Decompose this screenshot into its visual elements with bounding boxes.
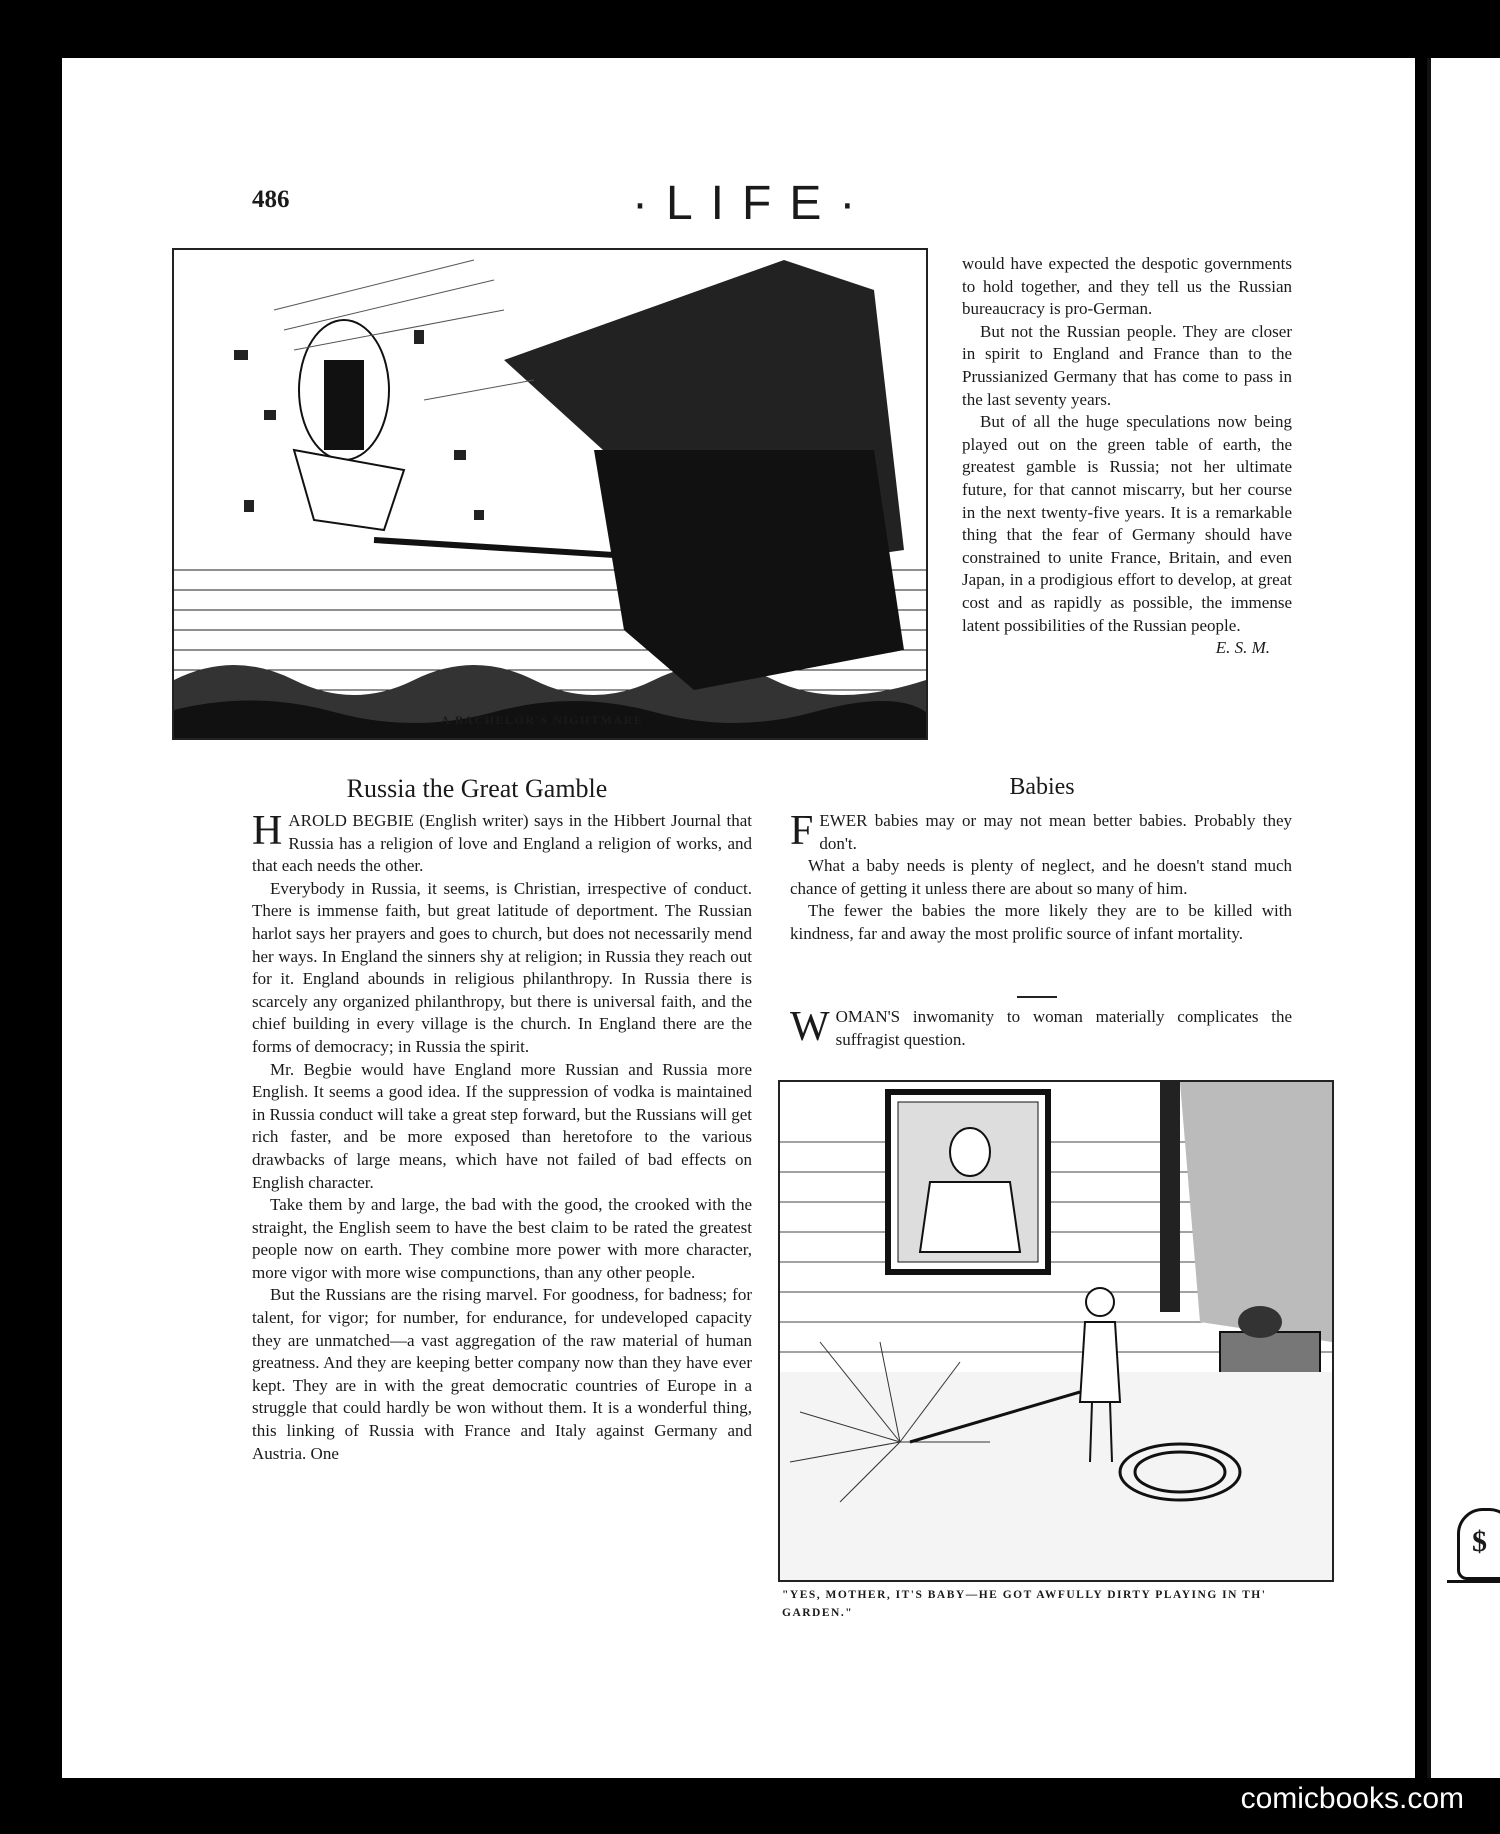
bachelors-nightmare-drawing [174, 250, 926, 738]
paragraph: Take them by and large, the bad with the good, the crooked with the straight, the English seem to have the best claim to be rated the greatest people now on earth. They combine more power with more character, more vigor with more wise compunctions, than any other people. [252, 1195, 752, 1282]
article-babies-body [790, 810, 1292, 946]
paragraph: The fewer the babies the more likely they are to be killed with kindness, far and away the most prolific source of infant mortality. [790, 901, 1292, 943]
paragraph: But of all the huge speculations now being played out on the green table of earth, the greatest gamble is Russia; not her ultimate future, for that cannot miscarry, but her course in the next twenty-five years. It is a remarkable thing that the fear of Germany should have constrained to unite France, Britain, and even Japan, in a prodigious effort to develop, at great cost and as rapidly as possible, the immense latent possibilities of the Russian people. [962, 412, 1292, 635]
paragraph: Everybody in Russia, it seems, is Christian, irrespective of conduct. There is immense faith, but great latitude of deportment. The Russian harlot says her prayers and goes to church, but does not necessarily mend her ways. In England the sinners shy at religion; in Russia they reach out for it. England abounds in religious philanthropy. In Russia there is scarcely any organized philanthropy, but there is universal faith, and the chief building in every village is the church. In England there are the forms of democracy; in Russia the spirit. [252, 878, 752, 1056]
garden-hose-drawing [780, 1082, 1332, 1580]
underline [1447, 1580, 1500, 1583]
paragraph: But not the Russian people. They are closer in spirit to England and France than to the Prussianized Germany that has come to pass in the last seventy years. [962, 321, 1292, 409]
squib: WOMAN'S inwomanity to woman materially complicates the suffragist question. [790, 1004, 1292, 1050]
drop-cap: H [252, 808, 283, 854]
masthead: ·LIFE· [632, 177, 874, 230]
author-signature: E. S. M. [1215, 638, 1270, 658]
paragraph: Mr. Begbie would have England more Russian and Russia more English. It seems a good idea. If the suppression of vodka is maintained in Russia conduct will take a great step forward, but the Russians will get rich faster, and be more exposed than heretofore to the various drawbacks of large means, which have not failed of bad effects on English character. [252, 1059, 752, 1192]
magazine-page [62, 58, 1415, 1778]
money-bag-icon: $ [1457, 1508, 1500, 1580]
top-illustration [172, 248, 928, 740]
continuation-paragraph: would have expected the despotic governments to hold together, and they tell us the Russian bureaucracy is pro-German. [962, 254, 1292, 319]
first-paragraph: HAROLD BEGBIE (English writer) says in the Hibbert Journal that Russia has a religion of love and England a religion of works, and that each needs the other. [252, 808, 752, 876]
first-paragraph: FEWER babies may or may not mean better babies. Probably they don't. [790, 808, 1292, 854]
article-title-babies: Babies [1009, 774, 1075, 800]
right-top-column [962, 253, 1292, 660]
top-illustration-caption: A BACHELOR'S NIGHTMARE [440, 713, 644, 727]
adjacent-page-edge [1427, 58, 1500, 1778]
page-number: 486 [252, 186, 290, 213]
bottom-illustration-caption: "YES, MOTHER, IT'S BABY—HE GOT AWFULLY DIRTY PLAYING IN TH' GARDEN." [782, 1589, 1267, 1619]
paragraph: What a baby needs is plenty of neglect, and he doesn't stand much chance of getting it unless there are about so many of him. [790, 856, 1292, 898]
drop-cap: F [790, 808, 814, 854]
section-divider [1017, 996, 1057, 998]
page-border [1427, 58, 1431, 1778]
paragraph: But the Russians are the rising marvel. For goodness, for badness; for talent, for vigor; for number, for endurance, for undeveloped capacity they are unmatched—a vast aggregation of the raw material of human greatness. And they are keeping better company now than they have ever kept. They are in with the great democratic countries of Europe in a struggle that could hardly be won without them. It is a wonderful thing, this linking of Russia with France and Italy against Germany and Austria. One [252, 1285, 752, 1463]
bottom-illustration [778, 1080, 1334, 1582]
drop-cap: W [790, 1004, 830, 1050]
article-russia-body [252, 810, 752, 1465]
article-title-russia: Russia the Great Gamble [346, 774, 608, 803]
watermark: comicbooks.com [1235, 1780, 1470, 1818]
